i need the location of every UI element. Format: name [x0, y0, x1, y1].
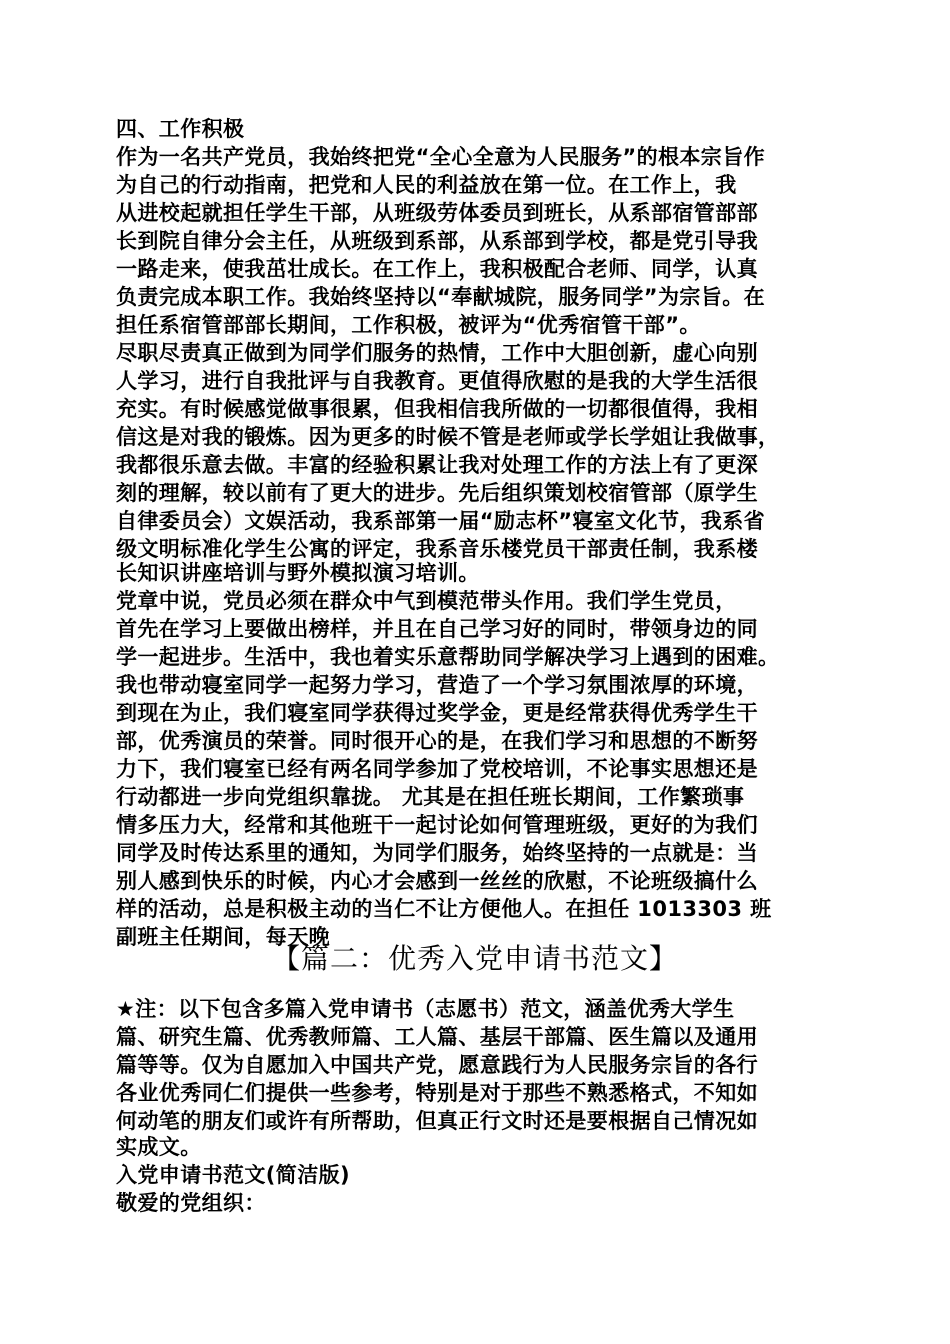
body-line: 学一起进步。生活中，我也着实乐意帮助同学解决学习上遇到的困难。: [116, 645, 780, 669]
note-line: 何动笔的朋友们或许有所帮助，但真正行文时还是要根据自己情况如: [116, 1109, 758, 1133]
body-line: 到现在为止，我们寝室同学获得过奖学金，更是经常获得优秀学生干: [116, 701, 758, 725]
body-line: 情多压力大，经常和其他班干一起讨论如何管理班级，更好的为我们: [116, 813, 758, 837]
body-line: 我都很乐意去做。丰富的经验积累让我对处理工作的方法上有了更深: [116, 453, 758, 477]
body-line: 尽职尽责真正做到为同学们服务的热情，工作中大胆创新，虚心向别: [116, 341, 758, 365]
body-line: 党章中说，党员必须在群众中气到模范带头作用。我们学生党员，: [116, 589, 737, 613]
body-line: 别人感到快乐的时候，内心才会感到一丝丝的欣慰，不论班级搞什么: [116, 869, 758, 893]
section-title: 【篇二：优秀入党申请书范文】: [271, 942, 678, 975]
body-line: 信这是对我的锻炼。因为更多的时候不管是老师或学长学姐让我做事，: [116, 425, 780, 449]
body-line: 级文明标准化学生公寓的评定，我系音乐楼党员干部责任制，我系楼: [116, 537, 758, 561]
body-line: 同学及时传达系里的通知，为同学们服务，始终坚持的一点就是：当: [116, 841, 758, 865]
body-line: 为自己的行动指南，把党和人民的利益放在第一位。在工作上，我: [116, 173, 737, 197]
body-line: 长知识讲座培训与野外模拟演习培训。: [116, 561, 480, 585]
body-line: 作为一名共产党员，我始终把党“全心全意为人民服务”的根本宗旨作: [116, 145, 766, 169]
salutation: 敬爱的党组织：: [116, 1191, 266, 1215]
body-line: 充实。有时候感觉做事很累，但我相信我所做的一切都很值得，我相: [116, 397, 758, 421]
body-line: 我也带动寝室同学一起努力学习，营造了一个学习氛围浓厚的环境，: [116, 673, 758, 697]
note-line: 实成文。: [116, 1135, 202, 1159]
body-line: 部，优秀演员的荣誉。同时很开心的是，在我们学习和思想的不断努: [116, 729, 758, 753]
note-line: 篇等等。仅为自愿加入中国共产党，愿意践行为人民服务宗旨的各行: [116, 1053, 758, 1077]
body-line: 刻的理解，较以前有了更大的进步。先后组织策划校宿管部（原学生: [116, 481, 758, 505]
body-line: 自律委员会）文娱活动，我系部第一届“励志杯”寝室文化节，我系省: [116, 509, 766, 533]
body-line: 行动都进一步向党组织靠拢。 尤其是在担任班长期间，工作繁琐事: [116, 785, 745, 809]
body-line: 副班主任期间，每天晚: [116, 925, 330, 949]
sample-title: 入党申请书范文(简洁版): [116, 1163, 350, 1187]
note-line: 篇、研究生篇、优秀教师篇、工人篇、基层干部篇、医生篇以及通用: [116, 1025, 758, 1049]
body-line: 负责完成本职工作。我始终坚持以“奉献城院，服务同学”为宗旨。在: [116, 285, 766, 309]
body-line: 担任系宿管部部长期间，工作积极，被评为“优秀宿管干部”。: [116, 313, 701, 337]
body-line: 从进校起就担任学生干部，从班级劳体委员到班长，从系部宿管部部: [116, 201, 758, 225]
body-line: 力下，我们寝室已经有两名同学参加了党校培训，不论事实思想还是: [116, 757, 758, 781]
section-heading: 四、工作积极: [116, 117, 245, 141]
body-line: 长到院自律分会主任，从班级到系部，从系部到学校，都是党引导我: [116, 229, 758, 253]
body-line: 人学习，进行自我批评与自我教育。更值得欣慰的是我的大学生活很: [116, 369, 758, 393]
note-line: 各业优秀同仁们提供一些参考，特别是对于那些不熟悉格式，不知如: [116, 1081, 758, 1105]
body-line: 一路走来，使我茁壮成长。在工作上，我积极配合老师、同学，认真: [116, 257, 758, 281]
body-line: 样的活动，总是积极主动的当仁不让方便他人。在担任 1013303 班: [116, 897, 772, 921]
body-line: 首先在学习上要做出榜样，并且在自己学习好的同时，带领身边的同: [116, 617, 758, 641]
note-line: ★注：以下包含多篇入党申请书（志愿书）范文，涵盖优秀大学生: [116, 997, 735, 1021]
